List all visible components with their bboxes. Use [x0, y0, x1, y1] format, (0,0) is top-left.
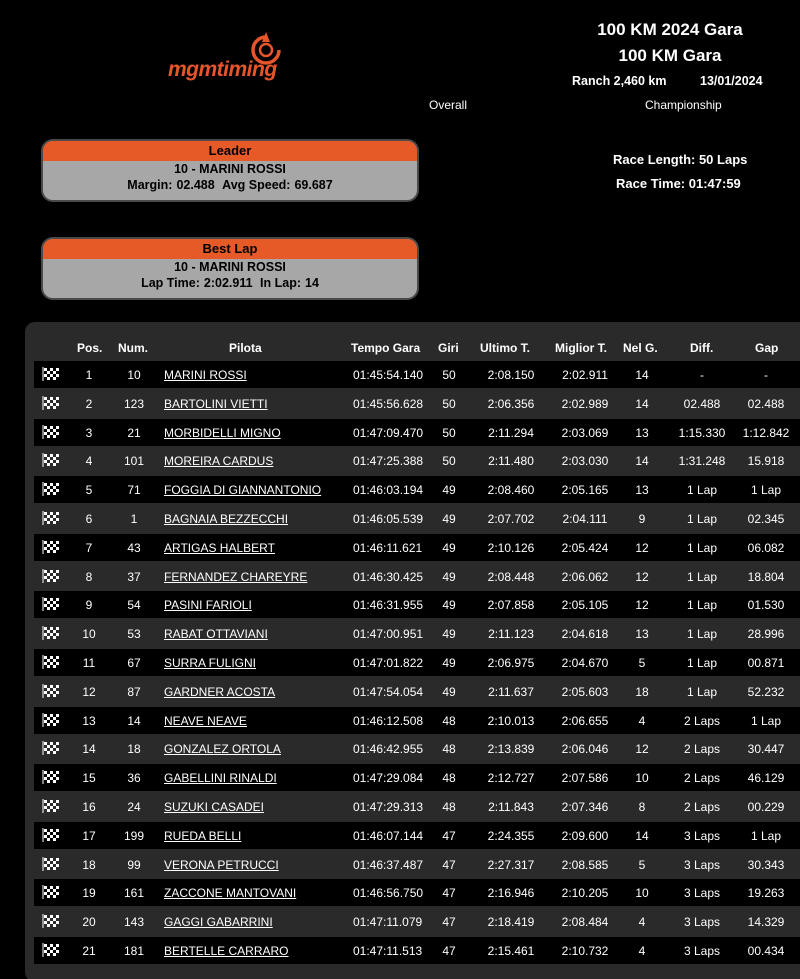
cell-pilota[interactable]: ZACCONE MANTOVANI [164, 886, 297, 901]
cell-miglior: 2:04.111 [562, 512, 608, 526]
cell-giri: 47 [442, 857, 456, 872]
cell-pilota[interactable]: RUEDA BELLI [164, 828, 242, 843]
race-length: Race Length: 50 Laps [613, 152, 748, 167]
cell-pos: 2 [85, 396, 93, 411]
cell-tempo-gara: 01:47:11.079 [353, 915, 423, 930]
cell-miglior: 2:03.030 [561, 454, 609, 469]
cell-pos: 7 [85, 540, 93, 555]
cell-tempo-gara: 01:46:07.144 [353, 828, 424, 843]
cell-num: 101 [123, 454, 145, 469]
cell-num: 24 [127, 800, 141, 814]
cell-gap: 14.329 [747, 915, 785, 930]
cell-pos: 9 [85, 598, 93, 613]
cell-pilota[interactable]: FOGGIA DI GIANNANTONIO [164, 483, 322, 498]
cell-nel-g: 13 [635, 483, 649, 498]
cell-num: 1 [130, 512, 138, 526]
cell-diff: 1:31.248 [678, 454, 726, 469]
cell-gap: 1 Lap [750, 828, 782, 843]
cell-num: 43 [127, 540, 141, 555]
cell-ultimo: 2:11.637 [488, 684, 534, 699]
cell-pos: 15 [82, 771, 96, 786]
cell-nel-g: 10 [635, 886, 649, 901]
cell-nel-g: 12 [635, 598, 649, 613]
cell-pilota[interactable]: BARTOLINI VIETTI [164, 396, 268, 411]
cell-num: 21 [127, 425, 141, 440]
cell-num: 143 [123, 915, 145, 930]
race-date: 13/01/2024 [700, 74, 763, 88]
cell-num: 10 [127, 368, 141, 382]
cell-ultimo: 2:11.123 [488, 627, 534, 642]
cell-num: 71 [127, 483, 141, 498]
cell-tempo-gara: 01:46:03.194 [353, 483, 424, 498]
cell-gap: 15.918 [747, 454, 785, 469]
cell-diff: 2 Laps [683, 713, 721, 728]
cell-tempo-gara: 01:46:31.955 [353, 598, 424, 613]
cell-diff: 3 Laps [683, 944, 721, 958]
cell-ultimo: 2:07.858 [487, 598, 535, 613]
table-row [34, 476, 800, 503]
cell-num: 37 [127, 569, 141, 584]
table-row [34, 620, 800, 647]
cell-miglior: 2:10.205 [561, 886, 609, 901]
cell-giri: 48 [442, 800, 456, 814]
cell-nel-g: 5 [638, 656, 646, 670]
cell-diff: 1 Lap [686, 598, 718, 613]
table-row [34, 707, 800, 734]
cell-ultimo: 2:06.975 [487, 656, 535, 670]
table-row [34, 505, 800, 532]
cell-num: 18 [127, 742, 141, 757]
cell-gap: 1:12.842 [742, 425, 790, 440]
cell-pilota[interactable]: GABELLINI RINALDI [164, 771, 277, 786]
cell-tempo-gara: 01:47:54.054 [353, 684, 424, 699]
cell-giri: 47 [442, 828, 456, 843]
cell-pos: 14 [82, 742, 96, 757]
cell-pos: 5 [85, 483, 93, 498]
col-pos: Pos. [77, 341, 103, 355]
cell-pos: 13 [82, 713, 96, 728]
cell-num: 36 [127, 771, 141, 786]
col-num: Num. [118, 341, 148, 355]
cell-miglior: 2:03.069 [561, 425, 609, 440]
cell-tempo-gara: 01:47:09.470 [353, 425, 424, 440]
cell-giri: 50 [442, 396, 456, 411]
col-giri: Giri [438, 341, 459, 355]
cell-giri: 47 [442, 886, 456, 901]
table-row [34, 361, 800, 388]
cell-diff: 2 Laps [683, 800, 721, 814]
cell-miglior: 2:09.600 [561, 828, 609, 843]
best-lap-rider: 10 - MARINI ROSSI [174, 260, 286, 274]
cell-miglior: 2:06.046 [561, 742, 609, 757]
cell-miglior: 2:07.586 [561, 771, 609, 786]
cell-num: 54 [127, 598, 141, 613]
cell-diff: 1 Lap [686, 512, 718, 526]
cell-diff: 02.488 [683, 396, 721, 411]
table-row [34, 937, 800, 964]
cell-pos: 8 [85, 569, 93, 584]
race-title: 100 KM Gara [618, 46, 722, 65]
cell-gap: 1 Lap [750, 713, 782, 728]
cell-diff: 1 Lap [686, 540, 718, 555]
cell-diff: 3 Laps [683, 886, 721, 901]
cell-gap: 00.229 [747, 800, 785, 814]
cell-diff: 2 Laps [683, 771, 721, 786]
cell-pilota[interactable]: SUZUKI CASADEI [164, 800, 265, 814]
cell-pilota[interactable]: BERTELLE CARRARO [164, 944, 289, 958]
cell-ultimo: 2:13.839 [487, 742, 535, 757]
cell-diff: 2 Laps [683, 742, 721, 757]
cell-giri: 48 [442, 742, 456, 757]
cell-giri: 49 [442, 540, 456, 555]
cell-ultimo: 2:07.702 [487, 512, 535, 526]
cell-nel-g: 18 [635, 684, 649, 699]
cell-pilota[interactable]: MOREIRA CARDUS [164, 454, 274, 469]
cell-ultimo: 2:08.460 [487, 483, 535, 498]
cell-tempo-gara: 01:47:01.822 [353, 656, 424, 670]
cell-ultimo: 2:11.480 [488, 454, 534, 469]
cell-nel-g: 9 [638, 512, 646, 526]
cell-pilota[interactable]: SURRA FULIGNI [164, 656, 257, 670]
cell-gap: 00.871 [747, 656, 785, 670]
cell-num: 199 [123, 828, 145, 843]
overall-label: Overall [429, 98, 468, 112]
cell-ultimo: 2:18.419 [487, 915, 535, 930]
track-info: Ranch 2,460 km [572, 74, 667, 88]
table-row [34, 851, 800, 878]
cell-ultimo: 2:24.355 [487, 828, 535, 843]
leader-rider: 10 - MARINI ROSSI [174, 162, 286, 176]
cell-pilota[interactable]: BAGNAIA BEZZECCHI [164, 512, 289, 526]
avg-speed-value: 69.687 [294, 178, 333, 192]
cell-pilota[interactable]: RABAT OTTAVIANI [164, 627, 268, 642]
best-lap-stats [43, 275, 417, 291]
cell-tempo-gara: 01:46:37.487 [353, 857, 424, 872]
cell-gap: 28.996 [747, 627, 785, 642]
cell-ultimo: 2:06.356 [487, 396, 535, 411]
cell-giri: 47 [442, 915, 456, 930]
avg-speed-label: Avg Speed: [222, 178, 291, 192]
cell-ultimo: 2:11.843 [488, 800, 534, 814]
cell-diff: 1 Lap [686, 483, 718, 498]
cell-miglior: 2:05.105 [561, 598, 609, 613]
cell-nel-g: 14 [635, 828, 649, 843]
cell-pos: 19 [82, 886, 96, 901]
col-pilota: Pilota [229, 341, 262, 355]
cell-ultimo: 2:08.150 [487, 368, 535, 382]
cell-pos: 3 [85, 425, 93, 440]
best-lap-box [41, 237, 419, 300]
best-lap-title: Best Lap [43, 239, 417, 259]
cell-num: 99 [127, 857, 141, 872]
cell-diff: 1:15.330 [678, 425, 726, 440]
cell-tempo-gara: 01:47:29.084 [353, 771, 424, 786]
leader-stats [43, 177, 417, 193]
cell-pilota[interactable]: PASINI FARIOLI [164, 598, 252, 613]
cell-ultimo: 2:15.461 [487, 944, 535, 958]
cell-pos: 10 [82, 627, 96, 642]
cell-pos: 11 [82, 656, 96, 670]
cell-diff: 1 Lap [686, 569, 718, 584]
cell-giri: 47 [442, 944, 456, 958]
cell-miglior: 2:05.165 [561, 483, 609, 498]
in-lap-label: In Lap: [260, 276, 302, 290]
cell-nel-g: 10 [635, 771, 649, 786]
cell-tempo-gara: 01:45:54.140 [353, 368, 424, 382]
table-row [34, 764, 800, 791]
cell-gap: 52.232 [747, 684, 785, 699]
cell-num: 181 [123, 944, 145, 958]
cell-miglior: 2:05.603 [561, 684, 609, 699]
cell-miglior: 2:07.346 [561, 800, 609, 814]
margin-value: 02.488 [176, 178, 215, 192]
cell-nel-g: 12 [635, 540, 649, 555]
cell-pos: 21 [82, 944, 96, 958]
cell-pos: 12 [82, 684, 96, 699]
cell-pos: 17 [82, 828, 96, 843]
cell-ultimo: 2:11.294 [488, 425, 534, 440]
cell-nel-g: 13 [635, 425, 649, 440]
cell-pilota[interactable]: GAGGI GABARRINI [164, 915, 273, 930]
cell-miglior: 2:02.989 [561, 396, 609, 411]
cell-pilota[interactable]: FERNANDEZ CHAREYRE [164, 569, 308, 584]
cell-tempo-gara: 01:47:00.951 [353, 627, 424, 642]
cell-giri: 50 [442, 368, 456, 382]
lap-time-value: 2:02.911 [203, 276, 253, 290]
cell-giri: 49 [442, 512, 456, 526]
event-title: 100 KM 2024 Gara [597, 20, 743, 39]
cell-nel-g: 12 [635, 569, 649, 584]
cell-diff: 3 Laps [683, 828, 721, 843]
cell-pilota[interactable]: MORBIDELLI MIGNO [164, 425, 281, 440]
cell-tempo-gara: 01:45:56.628 [353, 396, 424, 411]
cell-pilota[interactable]: VERONA PETRUCCI [164, 857, 279, 872]
cell-giri: 49 [442, 656, 456, 670]
cell-gap: 46.129 [747, 771, 785, 786]
cell-pilota[interactable]: MARINI ROSSI [164, 368, 247, 382]
table-row [34, 563, 800, 590]
cell-giri: 49 [442, 569, 456, 584]
cell-diff: 3 Laps [683, 857, 721, 872]
cell-miglior: 2:04.618 [561, 627, 609, 642]
cell-nel-g: 12 [635, 742, 649, 757]
cell-gap: 18.804 [747, 569, 785, 584]
cell-giri: 49 [442, 684, 456, 699]
cell-pos: 1 [85, 368, 93, 382]
lap-time-label: Lap Time: [141, 276, 200, 290]
cell-tempo-gara: 01:46:30.425 [353, 569, 424, 584]
cell-ultimo: 2:16.946 [487, 886, 535, 901]
cell-nel-g: 4 [638, 944, 646, 958]
leader-box [41, 139, 419, 202]
cell-gap: - [764, 368, 768, 382]
cell-num: 87 [127, 684, 141, 699]
mgm-timing-logo [168, 28, 298, 86]
cell-miglior: 2:08.585 [561, 857, 609, 872]
cell-giri: 50 [442, 425, 456, 440]
cell-nel-g: 13 [635, 627, 649, 642]
cell-ultimo: 2:10.126 [487, 540, 535, 555]
cell-ultimo: 2:08.448 [487, 569, 535, 584]
table-row [34, 419, 800, 446]
table-row [34, 390, 800, 417]
cell-nel-g: 14 [635, 368, 649, 382]
cell-miglior: 2:06.655 [561, 713, 609, 728]
logo-wordmark: mgmtiming [168, 58, 277, 81]
cell-giri: 49 [442, 483, 456, 498]
table-row [34, 822, 800, 849]
cell-num: 67 [127, 656, 141, 670]
cell-miglior: 2:10.732 [561, 944, 609, 958]
col-tempo-gara: Tempo Gara [351, 341, 421, 355]
cell-giri: 48 [442, 771, 456, 786]
table-row [34, 678, 800, 705]
cell-miglior: 2:02.911 [562, 368, 608, 382]
cell-miglior: 2:06.062 [561, 569, 609, 584]
col-miglior: Miglior T. [555, 341, 607, 355]
cell-ultimo: 2:27.317 [487, 857, 535, 872]
cell-nel-g: 14 [635, 454, 649, 469]
championship-label: Championship [645, 98, 722, 112]
in-lap-value: 14 [305, 276, 319, 290]
table-row [34, 447, 800, 474]
col-nel-g: Nel G. [623, 341, 658, 355]
cell-gap: 30.343 [747, 857, 785, 872]
cell-gap: 00.434 [747, 944, 785, 958]
cell-gap: 06.082 [747, 540, 785, 555]
cell-diff: 1 Lap [686, 656, 718, 670]
cell-pos: 16 [82, 800, 96, 814]
cell-num: 161 [123, 886, 145, 901]
cell-giri: 49 [442, 598, 456, 613]
cell-tempo-gara: 01:47:25.388 [353, 454, 424, 469]
cell-nel-g: 14 [635, 396, 649, 411]
cell-miglior: 2:05.424 [561, 540, 609, 555]
cell-ultimo: 2:10.013 [487, 713, 535, 728]
table-row [34, 591, 800, 618]
cell-pos: 4 [85, 454, 93, 469]
col-gap: Gap [755, 341, 779, 355]
table-row [34, 879, 800, 906]
cell-nel-g: 4 [638, 713, 646, 728]
cell-nel-g: 4 [638, 915, 646, 930]
cell-pilota[interactable]: ARTIGAS HALBERT [164, 540, 275, 555]
cell-gap: 02.488 [747, 396, 785, 411]
cell-num: 53 [127, 627, 141, 642]
cell-pos: 20 [82, 915, 96, 930]
cell-giri: 50 [442, 454, 456, 469]
cell-miglior: 2:08.484 [561, 915, 609, 930]
col-ultimo: Ultimo T. [480, 341, 530, 355]
cell-diff: 3 Laps [683, 915, 721, 930]
cell-gap: 30.447 [747, 742, 785, 757]
cell-gap: 01.530 [747, 598, 785, 613]
cell-gap: 1 Lap [750, 483, 782, 498]
cell-ultimo: 2:12.727 [487, 771, 535, 786]
cell-pilota[interactable]: NEAVE NEAVE [164, 713, 247, 728]
table-row [34, 534, 800, 561]
table-row [34, 649, 800, 676]
cell-pilota[interactable]: GARDNER ACOSTA [164, 684, 276, 699]
cell-diff: 1 Lap [686, 684, 718, 699]
cell-miglior: 2:04.670 [561, 656, 609, 670]
race-time: Race Time: 01:47:59 [616, 176, 741, 191]
table-row [34, 735, 800, 762]
table-row [34, 793, 800, 820]
margin-label: Margin: [127, 178, 173, 192]
cell-diff: - [700, 368, 704, 382]
cell-gap: 19.263 [747, 886, 785, 901]
col-diff: Diff. [690, 341, 714, 355]
cell-pos: 18 [82, 857, 96, 872]
leader-title: Leader [43, 141, 417, 161]
results-table-header [34, 338, 800, 358]
cell-tempo-gara: 01:46:42.955 [353, 742, 424, 757]
cell-tempo-gara: 01:46:56.750 [353, 886, 424, 901]
cell-gap: 02.345 [747, 512, 785, 526]
cell-tempo-gara: 01:46:12.508 [353, 713, 424, 728]
cell-num: 123 [123, 396, 145, 411]
cell-diff: 1 Lap [686, 627, 718, 642]
cell-nel-g: 5 [638, 857, 646, 872]
cell-pilota[interactable]: GONZALEZ ORTOLA [164, 742, 281, 757]
cell-tempo-gara: 01:46:05.539 [353, 512, 424, 526]
cell-nel-g: 8 [638, 800, 646, 814]
cell-num: 14 [127, 713, 141, 728]
cell-giri: 49 [442, 627, 456, 642]
cell-tempo-gara: 01:47:11.513 [353, 944, 423, 958]
cell-giri: 48 [442, 713, 456, 728]
table-row [34, 908, 800, 935]
cell-tempo-gara: 01:47:29.313 [353, 800, 424, 814]
cell-tempo-gara: 01:46:11.621 [353, 540, 423, 555]
cell-pos: 6 [85, 512, 93, 526]
